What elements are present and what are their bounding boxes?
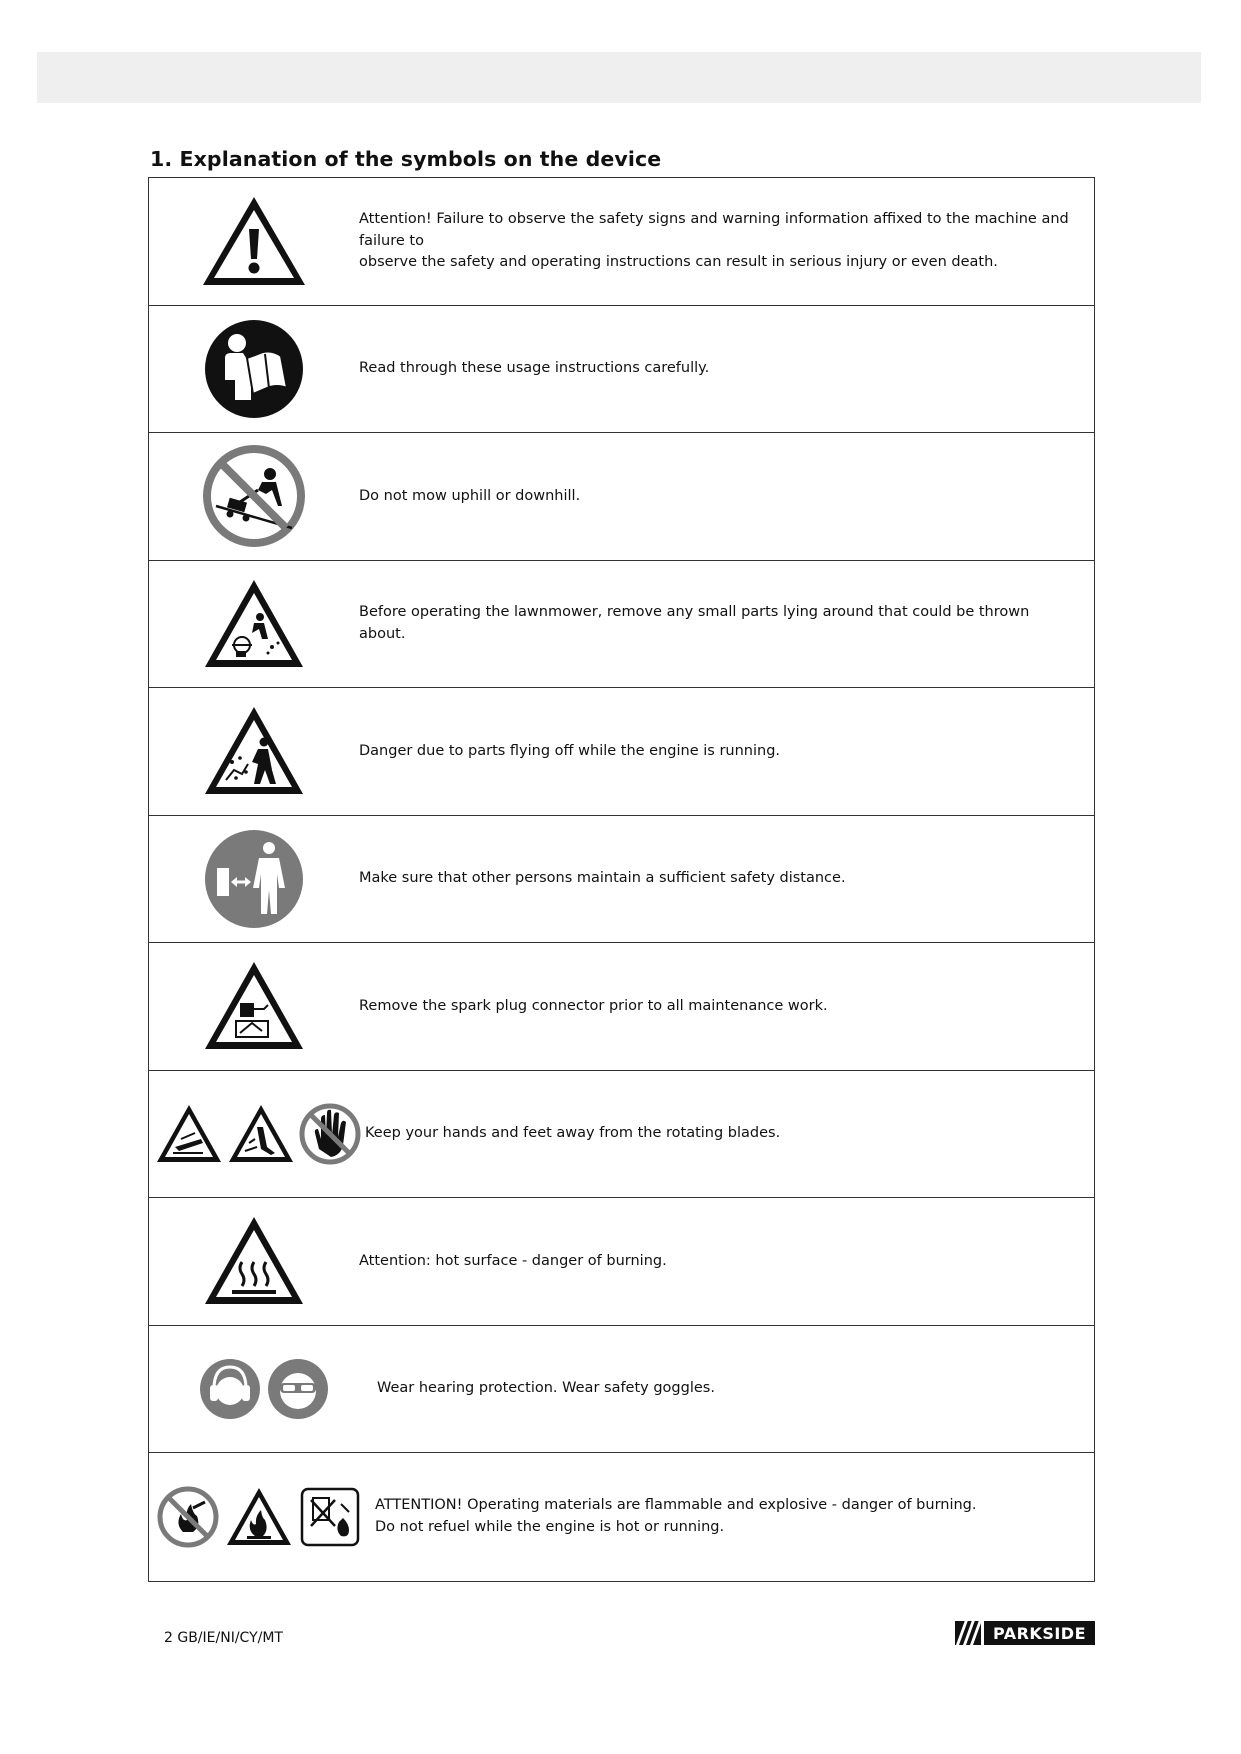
hot-surface-warning-icon [202, 1214, 306, 1308]
symbol-description-line: observe the safety and operating instructions can result in serious injury or even death. [359, 254, 998, 270]
symbol-description-line: ATTENTION! Operating materials are flammable and explosive - danger of burning. [375, 1497, 977, 1514]
page-footer: 2 GB/IE/NI/CY/MT [164, 1630, 283, 1646]
no-hand-icon [299, 1103, 361, 1165]
symbol-description-line: Do not mow uphill or downhill. [359, 487, 581, 504]
symbol-row [149, 1326, 1094, 1454]
symbol-row [149, 433, 1094, 561]
brand-name: PARKSIDE [984, 1621, 1095, 1645]
symbol-row [149, 561, 1094, 689]
logo-stripes-icon [955, 1621, 981, 1645]
symbol-description-line: Keep your hands and feet away from the rotating blades. [365, 1125, 781, 1141]
symbol-row [149, 688, 1094, 816]
page-title: 1. Explanation of the symbols on the device [150, 147, 662, 171]
symbol-description-line: Remove the spark plug connector prior to all maintenance work. [359, 997, 828, 1014]
safety-distance-icon [203, 828, 305, 930]
thrown-objects-warning-icon [202, 577, 306, 671]
no-refuel-hot-engine-icon [299, 1486, 361, 1548]
symbol-row [149, 178, 1094, 306]
hearing-protection-icon [198, 1357, 262, 1421]
symbol-description-line: Wear hearing protection. Wear safety goggles. [377, 1380, 715, 1396]
no-slope-mowing-icon [202, 444, 306, 548]
flying-parts-warning-icon [202, 704, 306, 798]
symbol-description-line: Danger due to parts flying off while the engine is running. [359, 742, 781, 759]
symbol-row [149, 1071, 1094, 1199]
read-manual-icon [203, 318, 305, 420]
symbol-row [149, 816, 1094, 944]
safety-goggles-icon [266, 1357, 330, 1421]
symbol-table [148, 177, 1095, 1582]
symbol-row [149, 1453, 1094, 1581]
warning-exclamation-icon [199, 193, 309, 289]
header-band [37, 52, 1201, 103]
symbol-row [149, 306, 1094, 434]
symbol-description-line: Read through these usage instructions carefully. [359, 360, 710, 376]
no-open-flame-icon [157, 1486, 219, 1548]
flammable-warning-icon [225, 1486, 293, 1548]
symbol-row [149, 1198, 1094, 1326]
foot-blade-warning-icon [227, 1103, 295, 1165]
hand-blade-warning-icon [155, 1103, 223, 1165]
symbol-description-line: Attention! Failure to observe the safety signs and warning information affixed to the machine and failure to [359, 211, 1069, 249]
parkside-logo [955, 1621, 1095, 1645]
spark-plug-warning-icon [202, 959, 306, 1053]
symbol-row [149, 943, 1094, 1071]
symbol-description-line: Attention: hot surface - danger of burning. [359, 1252, 667, 1269]
symbol-description-line: Make sure that other persons maintain a sufficient safety distance. [359, 870, 846, 886]
symbol-description-line: Do not refuel while the engine is hot or running. [375, 1518, 725, 1535]
symbol-description-line: Before operating the lawnmower, remove any small parts lying around that could be thrown about. [359, 604, 1030, 642]
